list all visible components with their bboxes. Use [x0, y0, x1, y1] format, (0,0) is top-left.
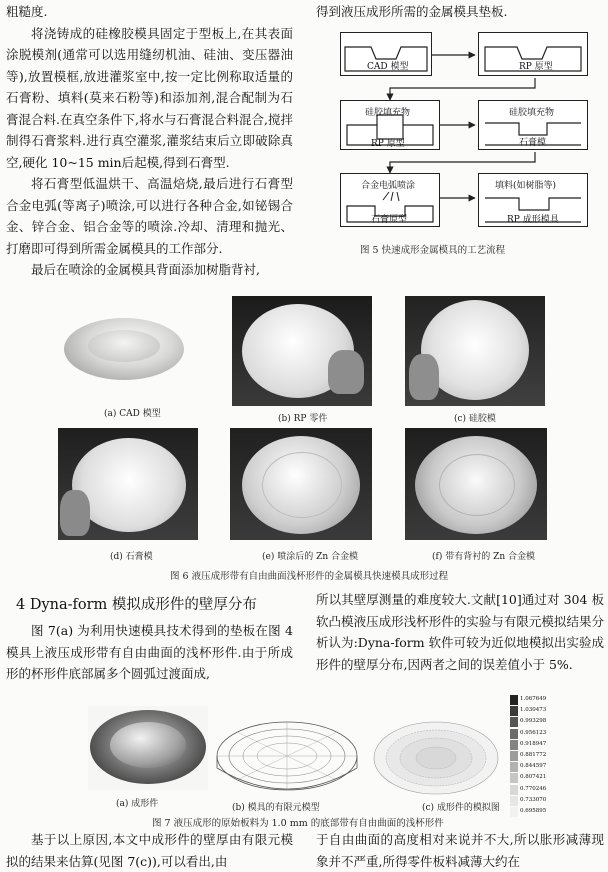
legend-row — [510, 740, 558, 751]
flow-label-gypsum-mold: 石膏模 — [519, 138, 547, 148]
flow-label-filler: 填料(如树脂等) — [495, 181, 557, 191]
caption-6b: (b) RP 零件 — [278, 414, 328, 424]
flow-label-rp: RP 原型 — [519, 62, 553, 72]
legend-swatch — [510, 706, 518, 716]
figure-5-flowchart — [330, 30, 600, 260]
section-4-left-text — [6, 620, 293, 685]
paragraph-right-0: 得到液压成形所需的金属模具垫板. — [316, 4, 508, 19]
flow-label-rp-bottom: RP 原型 — [371, 139, 405, 149]
photo-zn-mold-backing — [405, 428, 547, 540]
bottom-right-paragraph: 于自由曲面的高度相对来说并不大,所以胀形减薄现象并不严重,所得零件板料减薄大约在 — [316, 832, 604, 869]
simulation-contour — [370, 716, 502, 798]
paragraph-3: 最后在喷涂的金属模具背面添加树脂背衬, — [31, 262, 260, 277]
flow-box-silicone-rp — [340, 100, 440, 150]
legend-row — [510, 762, 558, 773]
photo-gypsum-mold — [58, 428, 198, 540]
bottom-left-paragraph: 基于以上原因,本文中成形件的壁厚由有限元模拟的结果来估算(见图 7(c)),可以看出,由 — [6, 832, 293, 869]
caption-6d: (d) 石膏模 — [110, 552, 153, 562]
legend-swatch — [510, 751, 518, 761]
figure-6-caption: 图 6 液压成形带有自由曲面浅杯形件的金属模具快速模具成形过程 — [170, 571, 449, 582]
photo-silicone-mold — [405, 296, 545, 406]
caption-7b: (b) 模具的有限元模型 — [232, 803, 320, 813]
simulated-part-plot — [370, 716, 502, 798]
legend-row — [510, 796, 558, 807]
legend-row — [510, 706, 558, 717]
caption-7a: (a) 成形件 — [116, 799, 159, 809]
legend-value: 0.733070 — [520, 796, 547, 803]
legend-row — [510, 785, 558, 796]
caption-6f: (f) 带有背衬的 Zn 合金模 — [432, 552, 535, 562]
legend-row — [510, 729, 558, 740]
flow-label-silicone-top: 硅胶填充物 — [365, 108, 411, 118]
caption-7c: (c) 成形件的模拟图 — [422, 803, 500, 813]
left-text-column — [6, 1, 293, 281]
legend-swatch — [510, 762, 518, 772]
flow-box-silicone-gypsum — [478, 100, 588, 150]
legend-value: 0.993298 — [520, 718, 547, 725]
legend-value: 0.770246 — [520, 785, 547, 792]
fe-model-wireframe — [212, 708, 362, 798]
bottom-right-text — [316, 829, 604, 872]
section-4-right-text — [316, 589, 604, 675]
paragraph-2: 将石膏型低温烘干、高温焙烧,最后进行石膏型合金电弧(等离子)喷涂,可以进行各种合金,如铋锡合金、锌合金、铝合金等的喷涂.冷却、清理和抛光、打磨即可得到所需金属模具的工作部分. — [6, 176, 293, 256]
caption-6c: (c) 硅胶模 — [454, 414, 496, 424]
legend-value: 0.807421 — [520, 774, 547, 781]
legend-swatch — [510, 785, 518, 795]
legend-swatch — [510, 773, 518, 783]
section-4-left-paragraph: 图 7(a) 为利用快速模具技术得到的垫板在图 4 模具上液压成形带有自由曲面的浅杯形件.由于所成形的杯形件底部属多个圆弧过渡面成, — [6, 623, 293, 681]
flow-box-arc-spray — [340, 173, 440, 227]
legend-value: 0.881772 — [520, 752, 547, 758]
legend-value: 0.844597 — [520, 763, 547, 770]
legend-row — [510, 773, 558, 784]
photo-sprayed-zn-mold — [230, 428, 372, 540]
legend-value: 0.695895 — [520, 808, 547, 814]
legend-swatch — [510, 695, 518, 705]
section-4-right-paragraph: 所以其壁厚测量的难度较大.文献[10]通过对 304 板软凸模液压成形浅杯形件的实验与有限元模拟结果分析认为:Dyna-form 软件可较为近似地模拟出实验成形件的壁厚分布,因两者之间的误差值小于 5%. — [316, 592, 604, 672]
legend-value: 0.956123 — [520, 729, 547, 736]
thickness-legend — [510, 695, 562, 819]
wireframe-drawing — [212, 708, 362, 798]
flow-box-rp-prototype — [478, 32, 588, 76]
photo-formed-part — [88, 706, 208, 790]
flow-box-filler-rp-mold — [478, 173, 588, 227]
legend-swatch — [510, 796, 518, 806]
legend-row — [510, 807, 558, 818]
flow-label-rp-mold: RP 成形模具 — [507, 215, 559, 225]
legend-swatch — [510, 729, 518, 739]
legend-value: 1.030473 — [520, 707, 547, 714]
legend-swatch — [510, 807, 518, 817]
flow-label-arc-spray: 合金电弧喷涂 — [361, 181, 416, 191]
legend-row — [510, 717, 558, 728]
caption-6a: (a) CAD 模型 — [104, 409, 161, 419]
paragraph-0: 粗糙度. — [6, 4, 48, 19]
caption-6e: (e) 喷涂后的 Zn 合金模 — [262, 552, 358, 562]
legend-row — [510, 695, 558, 706]
legend-value: 0.918947 — [520, 740, 547, 747]
legend-value: 1.067649 — [520, 696, 547, 702]
figure-7-caption: 图 7 液压成形的原始板料为 1.0 mm 的底部带有自由曲面的浅杯形件 — [152, 818, 444, 829]
paragraph-1: 将浇铸成的硅橡胶模具固定于型板上,在其表面涂脱模剂(通常可以选用缝纫机油、硅油、变压器油等),放置模框,放进灌浆室中,按一定比例称取适量的石膏粉、填料(莫来石粉等)和添加剂,混合配制为石膏混合料.在真空条件下,将水与石膏混合料混合,搅拌制得石膏浆料.进行真空灌浆,灌浆结束后立即破除真空,硬化 10~15 min后起模,得到石膏型. — [6, 25, 293, 170]
flow-label-gypsum-proto: 石膏原型 — [371, 215, 408, 225]
section-4-heading: 4 Dyna-form 模拟成形件的壁厚分布 — [16, 597, 257, 613]
figure-5-caption: 图 5 快速成形金属模具的工艺流程 — [360, 245, 506, 256]
flow-box-cad-model — [340, 32, 432, 76]
flow-label-silicone-top-2: 硅胶填充物 — [509, 108, 555, 118]
photo-cad-model — [58, 298, 190, 400]
legend-swatch — [510, 717, 518, 727]
right-text-top — [316, 1, 604, 23]
legend-row — [510, 751, 558, 762]
photo-rp-part — [232, 296, 372, 406]
flow-label-cad: CAD 模型 — [367, 62, 409, 72]
legend-swatch — [510, 740, 518, 750]
bottom-left-text — [6, 829, 293, 872]
